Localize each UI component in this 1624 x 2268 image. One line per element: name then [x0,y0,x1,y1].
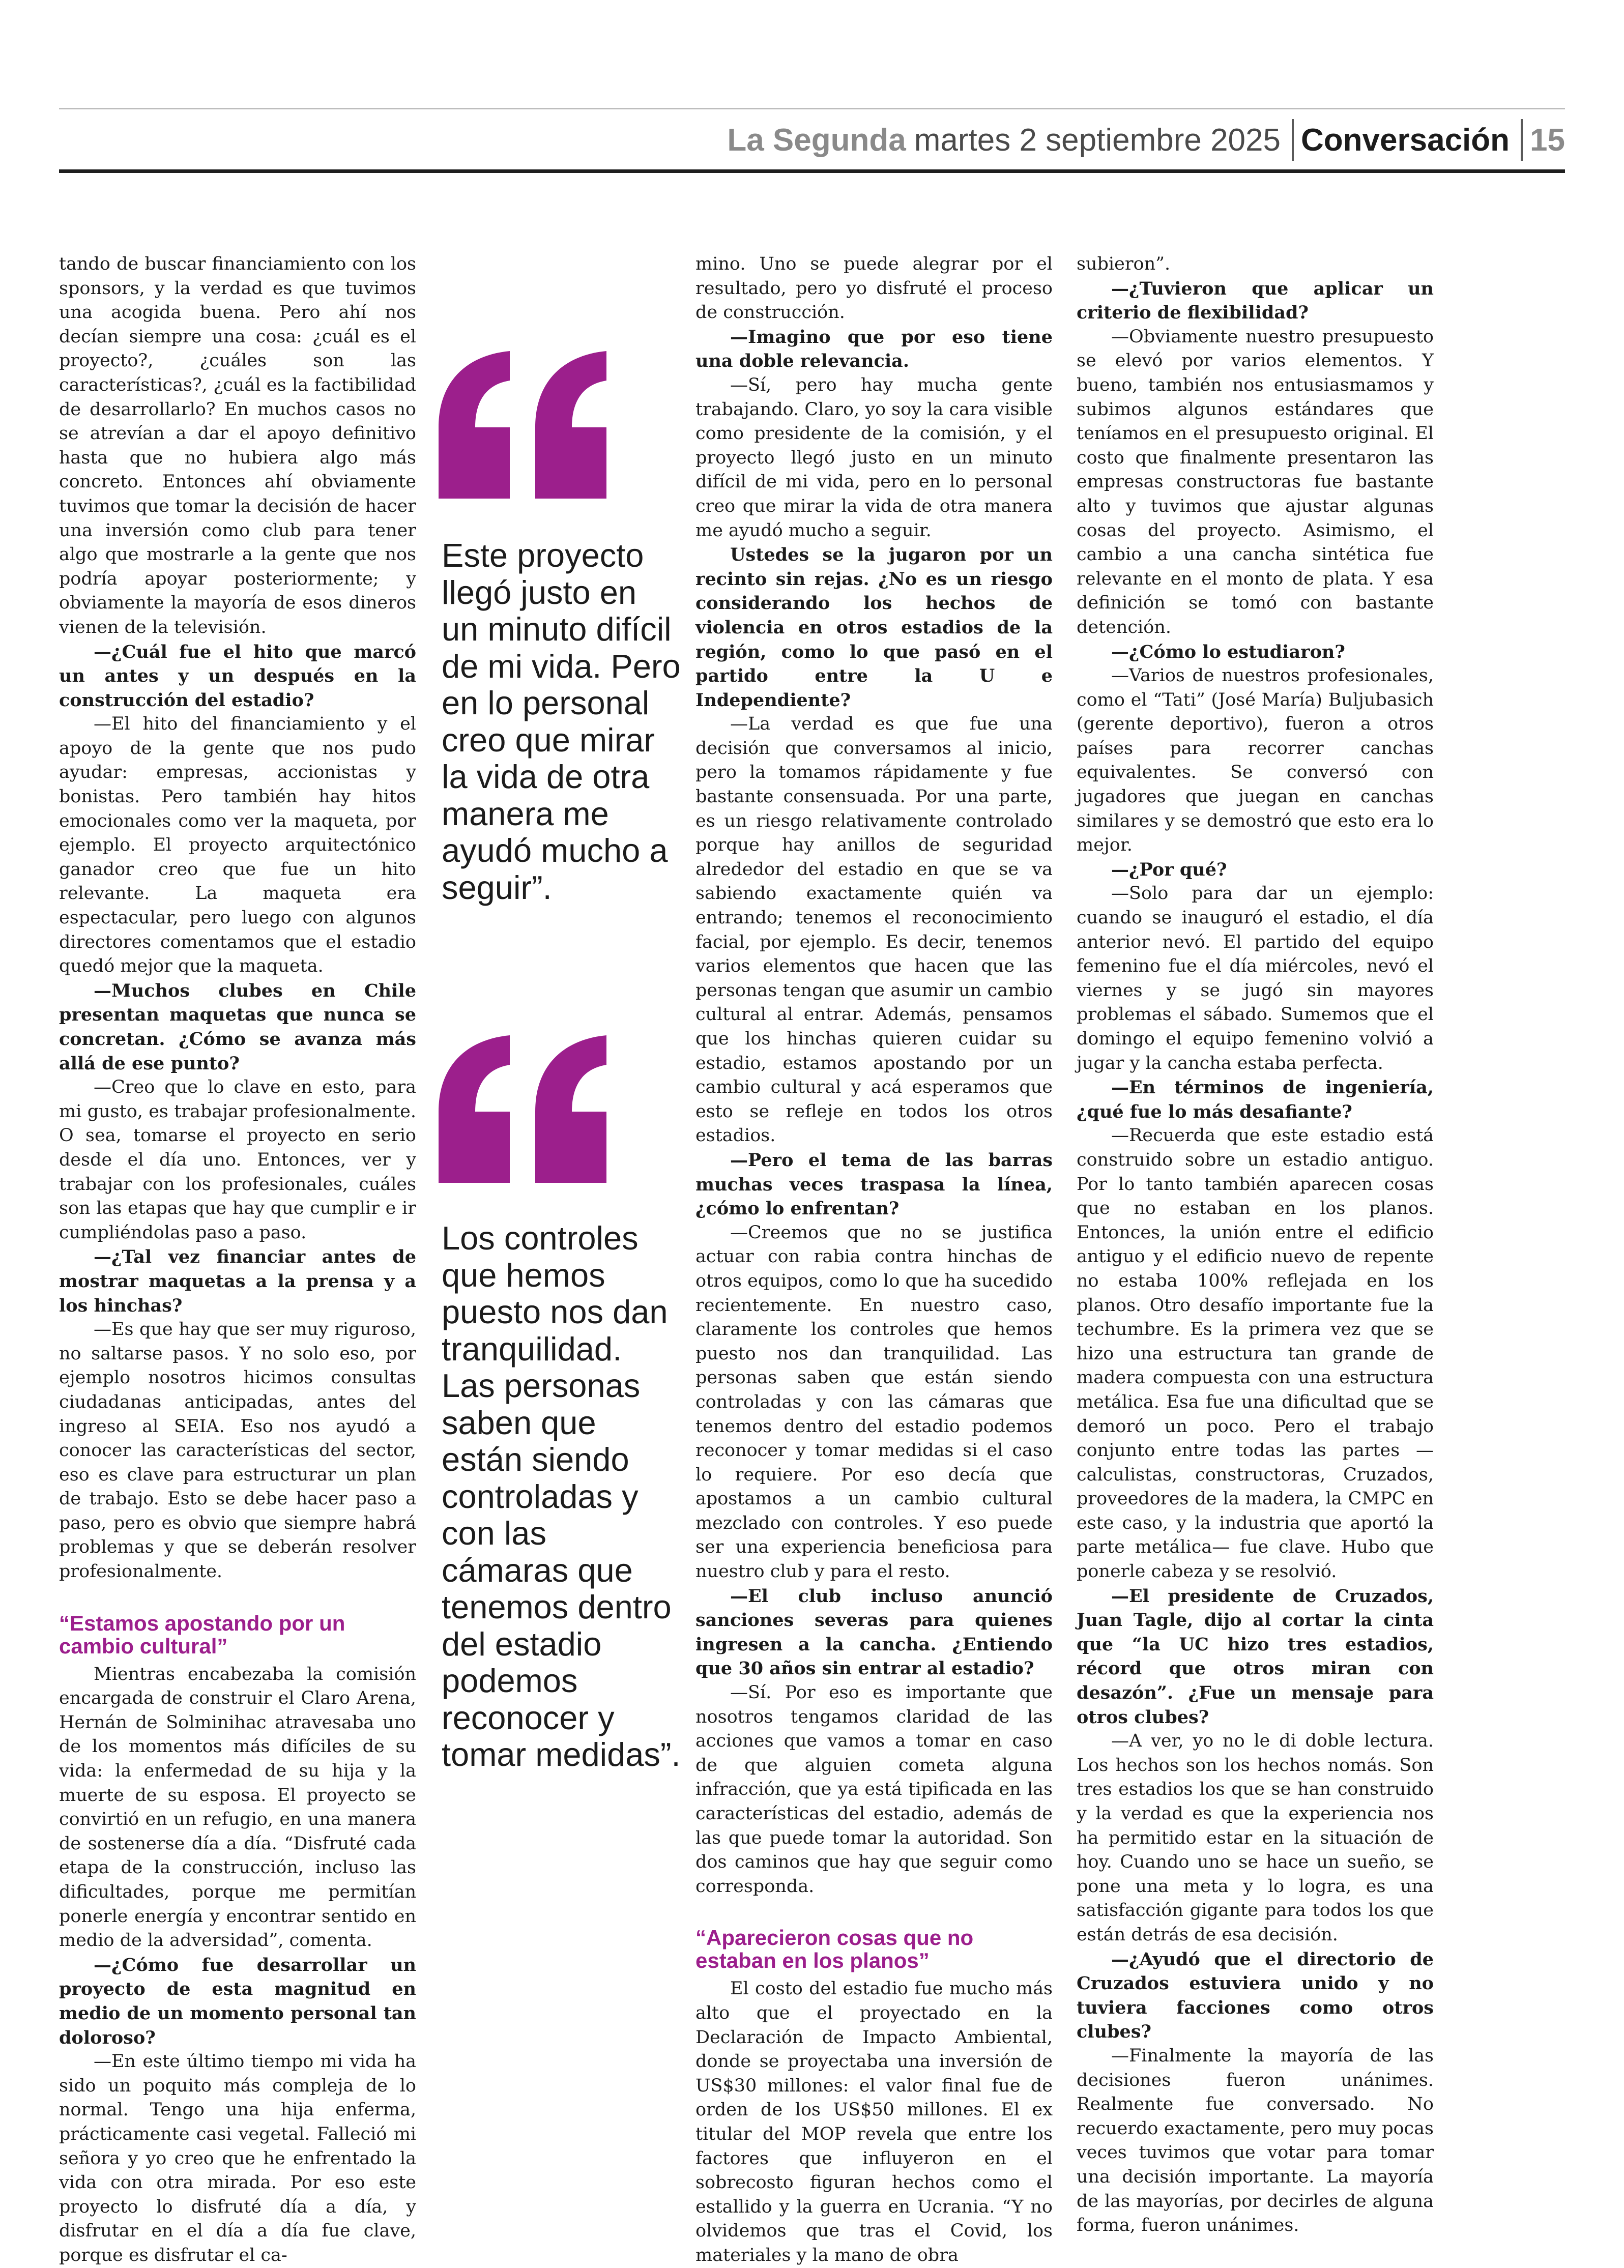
interview-question: —En términos de ingeniería, ¿qué fue lo más desafiante? [1077,1077,1434,1122]
interview-question: —¿Ayudó que el directorio de Cruzados estuviera unido y no tuviera facciones como otros clubes? [1077,1949,1434,2043]
subheading: “Estamos apostando por un cambio cultural” [59,1611,345,1658]
paragraph: —Solo para dar un ejemplo: cuando se inauguró el estadio, el día anterior nevó. El partido del equipo femenino fue el día miércoles, nevó el viernes y se jugó sin mayores problemas el sábado. Sumemos que el domingo el equipo femenino volvió a jugar y la cancha estaba perfecta. [1077,883,1434,1073]
pull-quote: Este proyecto llegó justo en un minuto difícil de mi vida. Pero en lo personal creo que mirar la vida de otra manera me ayudó mucho a seguir”. [442,537,681,906]
paragraph: Mientras encabezaba la comisión encargada de construir el Claro Arena, Hernán de Solminihac atravesaba uno de los momentos más difíciles de su vida: la enfermedad de su hija y la muerte de su esposa. El proyecto se convirtió en un refugio, en una manera de sostenerse día a día. “Disfruté cada etapa de la construcción, incluso las dificultades, porque me permitían ponerle energía y encontrar sentido en medio de la adversidad”, comenta. [59,1664,416,1951]
paragraph: —Sí. Por eso es importante que nosotros tengamos claridad de las acciones que vamos a tomar en caso de que alguien cometa alguna infracción, que ya está tipificada en las características del estadio, además de las que puede tomar la autoridad. Son dos caminos que hay que seguir como corresponda. [695,1682,1053,1897]
paragraph: —Sí, pero hay mucha gente trabajando. Claro, yo soy la cara visible como presidente de la comisión, y el proyecto llegó justo en un minuto difícil de mi vida, pero en lo personal creo que mirar la vida de otra manera me ayudó mucho a seguir. [695,374,1053,541]
interview-question: —¿Cómo lo estudiaron? [1111,641,1345,662]
article-column-1 [59,252,416,2268]
interview-question: —¿Por qué? [1111,859,1227,880]
interview-question: —¿Tuvieron que aplicar un criterio de flexibilidad? [1077,278,1434,324]
header-divider [1292,119,1294,161]
article-column-4 [1077,252,1434,2238]
interview-question: —El club incluso anunció sanciones severas para quienes ingresen a la cancha. ¿Entiendo que 30 años sin entrar al estadio? [695,1585,1053,1679]
paragraph: mino. Uno se puede alegrar por el resultado, pero yo disfruté el proceso de construcción. [695,254,1053,323]
interview-question: —¿Cuál fue el hito que marcó un antes y un después en la construcción del estadio? [59,641,416,711]
paragraph: —El hito del financiamiento y el apoyo de la gente que nos pudo ayudar: empresas, accionistas y bonistas. Pero también hay hitos emocionales como ver la maqueta, por ejemplo. El proyecto arquitectónico ganador creo que fue un hito relevante. La maqueta era espectacular, pero luego con algunos directores comentamos que el estadio quedó mejor que la maqueta. [59,714,416,977]
paragraph: —Es que hay que ser muy riguroso, no saltarse pasos. Y no solo eso, por ejemplo nosotros hicimos consultas ciudadanas anticipadas, antes del ingreso al SEIA. Eso nos ayudó a conocer las características del sector, eso es clave para estructurar un plan de trabajo. Esto se debe hacer paso a paso, pero es obvio que siempre habrá problemas y que se deberán resolver profesionalmente. [59,1319,416,1582]
paragraph: —Obviamente nuestro presupuesto se elevó por varios elementos. Y bueno, también nos entusiasmamos y subimos algunos estándares que teníamos en el presupuesto original. El costo que finalmente presentaron las empresas constructoras fue bastante alto y tuvimos que ajustar algunas cosas del proyecto. Asimismo, el cambio a una cancha sintética fue relevante en el monto de plata. Y esa definición se tomó con bastante detención. [1077,326,1434,637]
paragraph: —Finalmente la mayoría de las decisiones fueron unánimes. Realmente fue conversado. No recuerdo exactamente, pero muy pocas veces tuvimos que votar para tomar una decisión importante. La mayoría de las mayorías, por decirles de alguna forma, fueron unánimes. [1077,2045,1434,2236]
header-divider [1521,119,1523,161]
paragraph: El costo del estadio fue mucho más alto que el proyectado en la Declaración de Impacto Ambiental, donde se proyectaba una inversión de US$30 millones: el valor final fue de orden de los US$50 millones. El ex titular del MOP revela que entre los factores que influyeron en el sobrecosto figuran hechos como el estallido y la guerra en Ucrania. “Y no olvidemos que tras el Covid, los materiales y la mano de obra [695,1979,1053,2265]
subheading: “Aparecieron cosas que no estaban en los planos” [695,1926,974,1973]
header-top-line [59,108,1565,109]
paragraph: —A ver, yo no le di doble lectura. Los hechos son los hechos nomás. Son tres estadios los que se han construido y la verdad es que la experiencia nos ha permitido estar en la situación de hoy. Cuando uno se hace un sueño, se pone una meta y lo logra, es una satisfacción gigante para todos los que están detrás de esa decisión. [1077,1731,1434,1945]
paragraph: —Varios de nuestros profesionales, como el “Tati” (José María) Buljubasich (gerente deportivo), fueron a otros países para recorrer canchas equivalentes. Se conversó con jugadores que juegan en canchas similares y se demostró que esto era lo mejor. [1077,665,1434,856]
quote-mark-icon [439,351,606,499]
paragraph: subieron”. [1077,254,1171,274]
paragraph: —La verdad es que fue una decisión que conversamos al inicio, pero la tomamos rápidamente y fue bastante consensuada. Por una parte, es un riesgo relativamente controlado porque hay anillos de seguridad alrededor del estadio en que se va sabiendo exactamente quién va entrando; tenemos el reconocimiento facial, por ejemplo. Es decir, tenemos varios elementos que hacen que las personas tengan que asumir un cambio cultural al entrar. Además, pensamos que los hinchas quieren cuidar su estadio, estamos apostando por un cambio cultural y acá esperamos que esto se refleje en todos los otros estadios. [695,714,1053,1146]
paragraph: —Creemos que no se justifica actuar con rabia contra hinchas de otros equipos, como lo que ha sucedido recientemente. En nuestro caso, claramente los controles que hemos puesto nos dan tranquilidad. Las personas saben que están siendo controladas y con las cámaras que tenemos dentro del estadio podemos reconocer y tomar medidas si el caso lo requiere. Por eso decía que apostamos a un cambio cultural mezclado con controles. Y eso puede ser una experiencia beneficiosa para nuestro club y para el resto. [695,1222,1053,1582]
paragraph: —Recuerda que este estadio está construido sobre un estadio antiguo. Por lo tanto también aparecen cosas que no estaban en los planos. Entonces, la unión entre el edificio antiguo y el edificio nuevo de repente no estaba 100% reflejada en los planos. Otro desafío importante fue la techumbre. Es la primera vez que se hizo una estructura tan grande de madera compuesta con una estructura metálica. Esa fue una dificultad que se demoró un poco. Pero el trabajo conjunto entre todas las partes —calculistas, constructoras, Cruzados, proveedores de la madera, la CMPC en este caso, y la industria que aportó la parte metálica— fue clave. Hubo que ponerle cabeza y se resolvió. [1077,1125,1434,1582]
quote-mark-icon [439,1035,606,1183]
section-name: Conversación [1301,122,1510,158]
interview-question: Ustedes se la jugaron por un recinto sin rejas. ¿No es un riesgo considerando los hechos de violencia en otros estadios de la región, como lo que pasó en el partido entre la U e Independiente? [695,544,1053,711]
interview-question: —Pero el tema de las barras muchas veces traspasa la línea, ¿cómo lo enfrentan? [695,1149,1053,1219]
page-header [727,113,1565,167]
interview-question: —Muchos clubes en Chile presentan maquetas que nunca se concretan. ¿Cómo se avanza más allá de ese punto? [59,980,416,1074]
interview-question: —El presidente de Cruzados, Juan Tagle, dijo al cortar la cinta que “la UC hizo tres estadios, récord que otros miran con desazón”. ¿Fue un mensaje para otros clubes? [1077,1585,1434,1728]
paragraph: tando de buscar financiamiento con los sponsors, y la verdad es que tuvimos una acogida buena. Pero ahí nos decían siempre una cosa: ¿cuál es el proyecto?, ¿cuáles son las características?, ¿cuál es la factibilidad de desarrollarlo? En muchos casos no se atrevían a dar el apoyo definitivo hasta que no hubiera algo más concreto. Entonces ahí obviamente tuvimos que tomar la decisión de hacer una inversión como club para tener algo que mostrarle a la gente que nos podría apoyar posteriormente; y obviamente la mayoría de esos dineros vienen de la televisión. [59,254,416,637]
page-number: 15 [1530,122,1565,158]
pull-quote: Los controles que hemos puesto nos dan tranquilidad. Las personas saben que están siendo controladas y con las cámaras que tenemos dentro del estadio podemos reconocer y tomar medidas”. [442,1219,681,1773]
header-rule [59,169,1565,173]
interview-question: —¿Cómo fue desarrollar un proyecto de esta magnitud en medio de un momento personal tan doloroso? [59,1954,416,2048]
interview-question: —Imagino que por eso tiene una doble relevancia. [695,326,1053,372]
paragraph: —En este último tiempo mi vida ha sido un poquito más compleja de lo normal. Tengo una hija enferma, prácticamente casi vegetal. Falleció mi señora y yo creo que he enfrentado la vida con otra mirada. Por eso este proyecto lo disfruté día a día, y disfrutar en el día a día fue clave, porque es disfrutar el ca- [59,2051,416,2265]
article-column-3 [695,252,1053,2268]
interview-question: —¿Tal vez financiar antes de mostrar maquetas a la prensa y a los hinchas? [59,1246,416,1316]
paragraph: —Creo que lo clave en esto, para mi gusto, es trabajar profesionalmente. O sea, tomarse el proyecto en serio desde el día uno. Entonces, ver y trabajar con los profesionales, cuáles son las etapas que hay que cumplir e ir cumpliéndolas paso a paso. [59,1077,416,1243]
publication-name: La Segunda [727,122,906,158]
issue-date: martes 2 septiembre 2025 [914,122,1281,158]
